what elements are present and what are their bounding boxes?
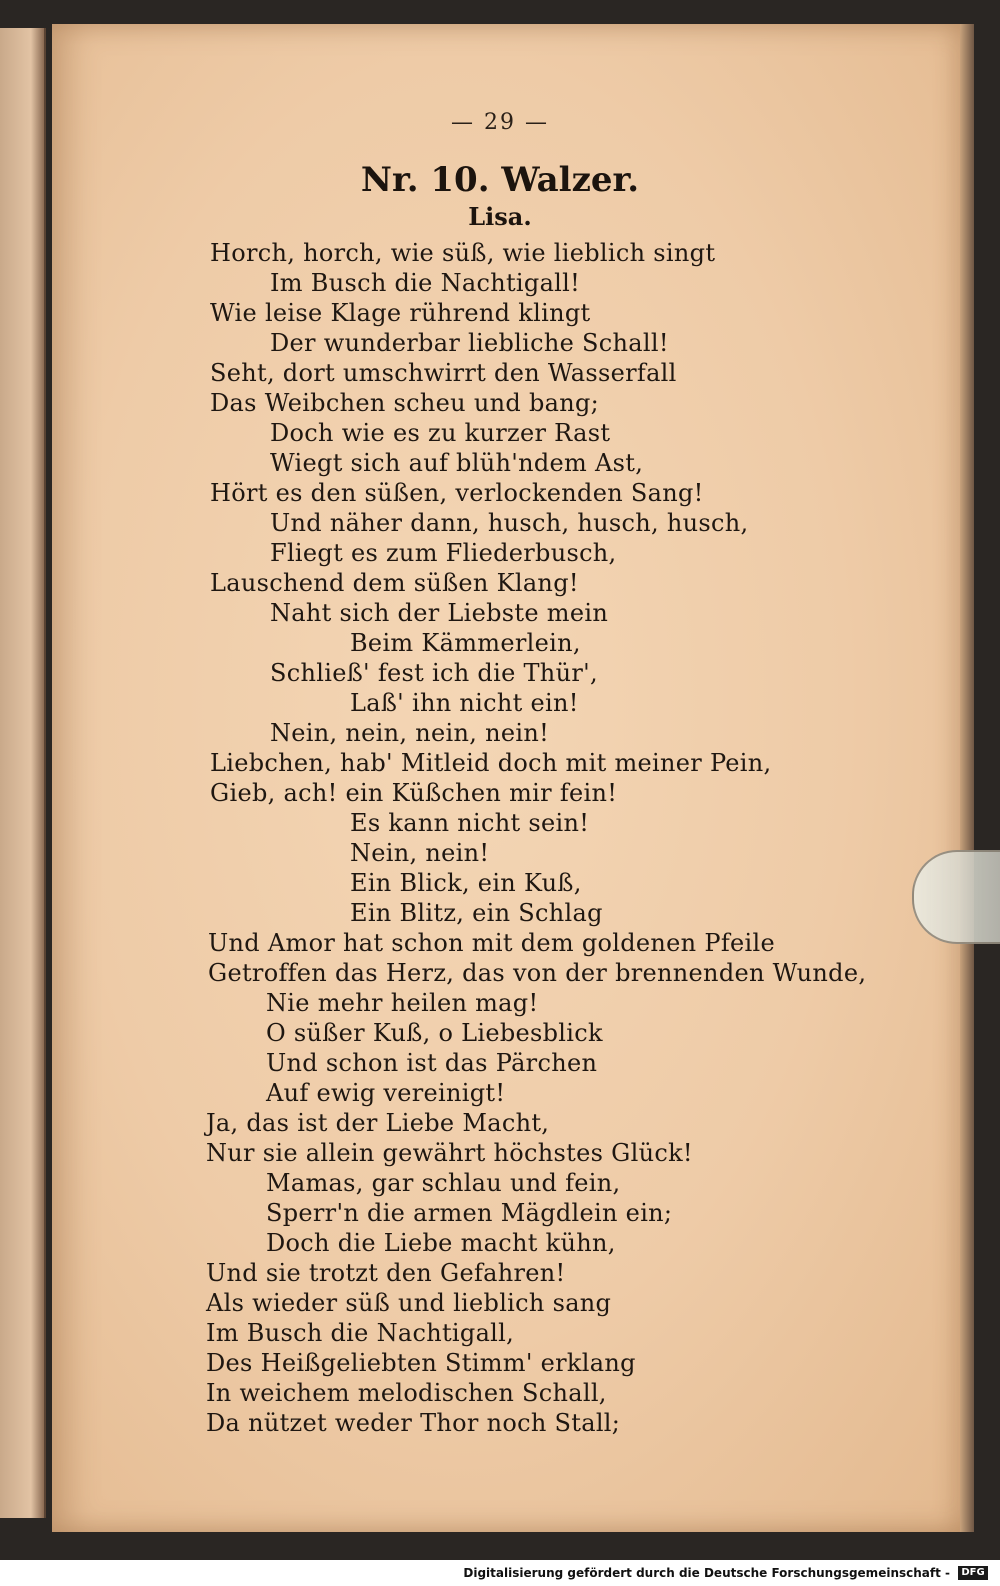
poem-line: Wie leise Klage rührend klingt xyxy=(210,299,591,327)
poem-line: Wiegt sich auf blüh'ndem Ast, xyxy=(270,449,644,477)
poem-line: Nie mehr heilen mag! xyxy=(266,989,539,1017)
poem-line: Sperr'n die armen Mägdlein ein; xyxy=(266,1199,673,1227)
poem-line: Im Busch die Nachtigall! xyxy=(270,269,581,297)
poem-line: Des Heißgeliebten Stimm' erklang xyxy=(206,1349,636,1377)
funding-credit: Digitalisierung gefördert durch die Deutsche Forschungsgemeinschaft - xyxy=(463,1566,950,1580)
poem-line: Mamas, gar schlau und fein, xyxy=(266,1169,621,1197)
poem-line: Und Amor hat schon mit dem goldenen Pfeile xyxy=(208,929,775,957)
poem-text xyxy=(0,232,960,1437)
dfg-logo: DFG xyxy=(958,1566,988,1580)
poem-line: Getroffen das Herz, das von der brennenden Wunde, xyxy=(208,959,867,987)
poem-line: Naht sich der Liebste mein xyxy=(270,599,609,627)
poem-line: Hört es den süßen, verlockenden Sang! xyxy=(210,479,704,507)
poem-line: Auf ewig vereinigt! xyxy=(266,1079,506,1107)
poem-line: Schließ' fest ich die Thür', xyxy=(270,659,598,687)
poem-line: Ja, das ist der Liebe Macht, xyxy=(206,1109,550,1137)
poem-line: Ein Blick, ein Kuß, xyxy=(350,869,582,897)
poem-line: Im Busch die Nachtigall, xyxy=(206,1319,515,1347)
poem-line: Doch die Liebe macht kühn, xyxy=(266,1229,616,1257)
poem-line: Fliegt es zum Fliederbusch, xyxy=(270,539,617,567)
poem-line: In weichem melodischen Schall, xyxy=(206,1379,607,1407)
poem-line: Horch, horch, wie süß, wie lieblich singt xyxy=(210,239,716,267)
poem-line: Doch wie es zu kurzer Rast xyxy=(270,419,611,447)
poem-line: Der wunderbar liebliche Schall! xyxy=(270,329,669,357)
page-stack-edge xyxy=(960,24,974,1532)
song-title: Nr. 10. Walzer. xyxy=(360,160,640,200)
poem-line: Und näher dann, husch, husch, husch, xyxy=(270,509,749,537)
poem-line: Als wieder süß und lieblich sang xyxy=(206,1289,612,1317)
poem-line: Nein, nein, nein, nein! xyxy=(270,719,550,747)
poem-line: O süßer Kuß, o Liebesblick xyxy=(266,1019,603,1047)
poem-line: Das Weibchen scheu und bang; xyxy=(210,389,600,417)
poem-line: Lauschend dem süßen Klang! xyxy=(210,569,579,597)
poem-line: Und sie trotzt den Gefahren! xyxy=(206,1259,566,1287)
poem-line: Und schon ist das Pärchen xyxy=(266,1049,598,1077)
poem-line: Es kann nicht sein! xyxy=(350,809,590,837)
poem-line: Da nützet weder Thor noch Stall; xyxy=(206,1409,621,1437)
poem-line: Nein, nein! xyxy=(350,839,490,867)
poem-line: Ein Blitz, ein Schlag xyxy=(350,899,603,927)
poem-line: Gieb, ach! ein Küßchen mir fein! xyxy=(210,779,618,807)
poem-line: Seht, dort umschwirrt den Wasserfall xyxy=(210,359,677,387)
poem-line: Laß' ihn nicht ein! xyxy=(350,689,579,717)
poem-line: Liebchen, hab' Mitleid doch mit meiner Pein, xyxy=(210,749,772,777)
poem-line: Beim Kämmerlein, xyxy=(350,629,581,657)
poem-line: Nur sie allein gewährt höchstes Glück! xyxy=(206,1139,693,1167)
speaker-name: Lisa. xyxy=(468,202,532,231)
page-number: — 29 — xyxy=(451,110,549,135)
